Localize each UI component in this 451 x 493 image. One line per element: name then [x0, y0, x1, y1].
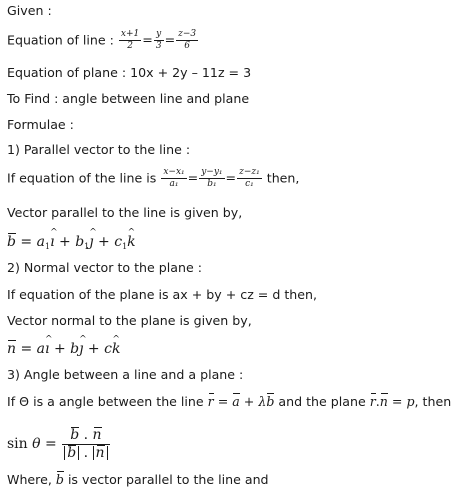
- section-2-title: 2) Normal vector to the plane :: [7, 260, 202, 275]
- sine-fraction: $\frac{b . n}{b . n}$: [62, 428, 109, 460]
- plane-equation: Equation of plane : 10x + 2y – 11z = 3: [7, 65, 252, 80]
- to-find: To Find : angle between line and plane: [7, 91, 250, 106]
- n-vector-equation: n = aı ^ + bȷ ^ + ck ^: [7, 341, 120, 357]
- fraction-general-x: $\frac{\text{x−x₁}}{\text{a₁}}$: [163, 167, 185, 190]
- parallel-vector-text: Vector parallel to the line is given by,: [7, 205, 243, 220]
- fraction-y: $\frac{y}{3}$: [155, 29, 162, 52]
- fraction-general-y: $\frac{\text{y−y₁}}{\text{b₁}}$: [201, 167, 223, 190]
- sine-formula: sin θ = $\frac{b . n}{b . n}$: [7, 428, 111, 460]
- normal-vector-text: Vector normal to the plane is given by,: [7, 313, 252, 328]
- fraction-x: $\frac{x+1}{2}$: [120, 29, 140, 52]
- b-vector-equation: $b = a_1ı$ ^ + $b_1ȷ$ ^ + $c_1k$ ^: [7, 234, 136, 250]
- plane-general-equation: If equation of the plane is ax + by + cz = d then,: [7, 287, 318, 302]
- section-3-title: 3) Angle between a line and a plane :: [7, 367, 244, 382]
- angle-condition-label: If Θ is a angle between the line: [7, 394, 204, 409]
- general-line-row: If equation of the line is $\frac{\text{x−x₁}}{\text{a₁}}$ = $\frac{\text{y−y₁}}{\text{b₁}}$ = $\frac{\text{z−z₁}}{\text{c₁}}$ then,: [7, 167, 300, 190]
- angle-condition-row: If Θ is a angle between the line r = a + λb and the plane r.n = p, then: [7, 394, 451, 409]
- then-text: then,: [266, 170, 300, 186]
- fraction-general-z: $\frac{\text{z−z₁}}{\text{c₁}}$: [239, 167, 260, 190]
- formulae-heading: Formulae :: [7, 117, 74, 132]
- line-equation-label: Equation of line :: [7, 32, 114, 48]
- general-line-label: If equation of the line is: [7, 170, 157, 186]
- section-1-title: 1) Parallel vector to the line :: [7, 142, 191, 157]
- and-the-plane: and the plane: [278, 394, 366, 409]
- fraction-z: $\frac{z-3}{6}$: [178, 29, 197, 52]
- where-row: Where, b is vector parallel to the line and: [7, 472, 269, 487]
- given-heading: Given :: [7, 3, 52, 18]
- line-equation-row: Equation of line : $\frac{x+1}{2}$ = $\frac{y}{3}$ = $\frac{z-3}{6}$: [7, 29, 197, 52]
